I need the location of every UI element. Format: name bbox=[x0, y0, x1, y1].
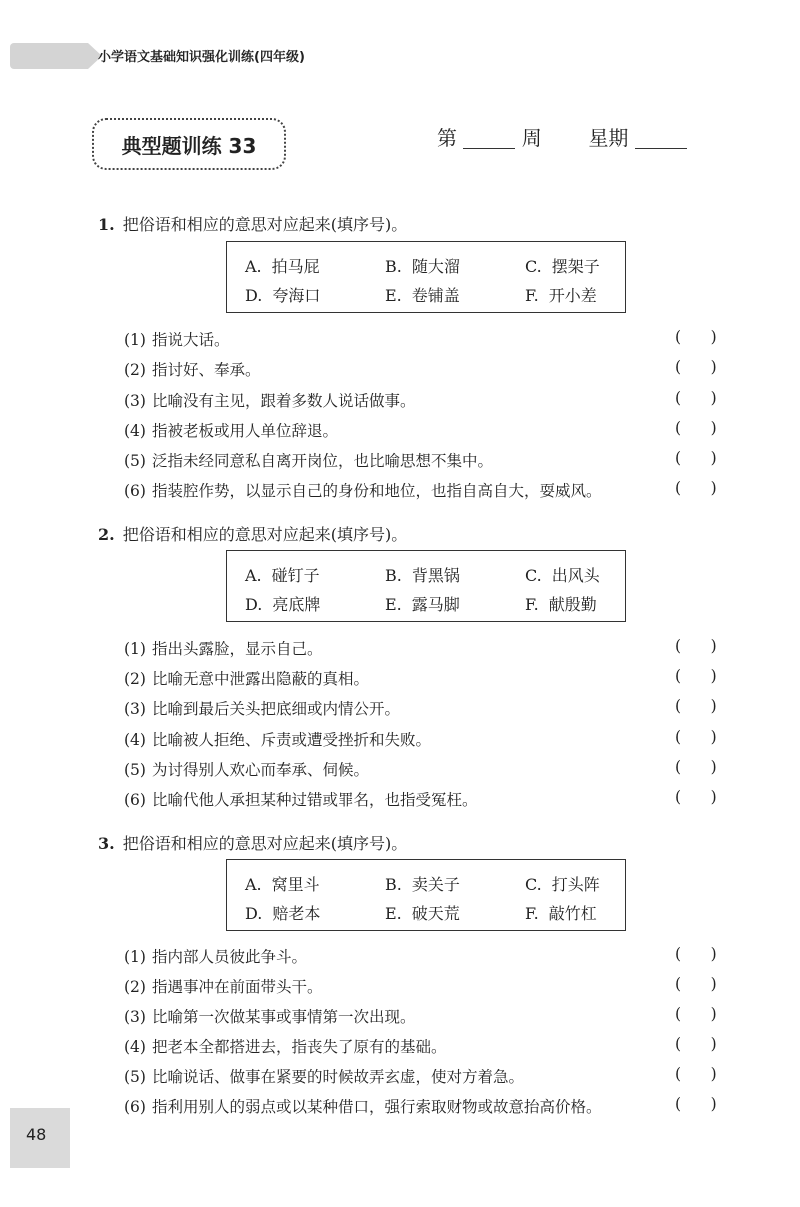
option-d: D. 夸海口 bbox=[245, 286, 321, 305]
question-1-item-3: (3) 比喻没有主见，跟着多数人说话做事。 bbox=[124, 392, 416, 410]
answer-blank[interactable]: ( ) bbox=[675, 758, 717, 776]
week-number-blank[interactable] bbox=[463, 148, 515, 149]
question-1-options-box bbox=[226, 241, 626, 313]
option-c: C. 摆架子 bbox=[525, 257, 600, 276]
question-number: 1. bbox=[98, 215, 115, 234]
answer-blank[interactable]: ( ) bbox=[675, 1035, 717, 1053]
question-2-item-2: (2) 比喻无意中泄露出隐蔽的真相。 bbox=[124, 670, 369, 688]
week-label: 周 bbox=[521, 126, 542, 150]
option-e: E. 卷铺盖 bbox=[385, 286, 460, 305]
question-2-item-5: (5) 为讨得别人欢心而奉承、伺候。 bbox=[124, 761, 369, 779]
answer-blank[interactable]: ( ) bbox=[675, 1095, 717, 1113]
answer-blank[interactable]: ( ) bbox=[675, 667, 717, 685]
question-2-heading bbox=[98, 522, 407, 545]
question-1-item-2: (2) 指讨好、奉承。 bbox=[124, 361, 261, 379]
question-1-item-4: (4) 指被老板或用人单位辞退。 bbox=[124, 422, 338, 440]
page-number: 48 bbox=[26, 1125, 47, 1144]
weekday-blank[interactable] bbox=[635, 148, 687, 149]
exercise-title: 典型题训练 33 bbox=[92, 118, 286, 170]
answer-blank[interactable]: ( ) bbox=[675, 328, 717, 346]
answer-blank[interactable]: ( ) bbox=[675, 449, 717, 467]
option-d: D. 赔老本 bbox=[245, 904, 321, 923]
option-f: F. 献殷勤 bbox=[525, 595, 597, 614]
question-3-item-4: (4) 把老本全都搭进去，指丧失了原有的基础。 bbox=[124, 1038, 447, 1056]
header-tab-decoration bbox=[10, 43, 88, 69]
option-c: C. 打头阵 bbox=[525, 875, 600, 894]
answer-blank[interactable]: ( ) bbox=[675, 389, 717, 407]
question-number: 2. bbox=[98, 525, 115, 544]
option-a: A. 碰钉子 bbox=[245, 566, 320, 585]
answer-blank[interactable]: ( ) bbox=[675, 479, 717, 497]
question-1-item-1: (1) 指说大话。 bbox=[124, 331, 230, 349]
question-2-item-3: (3) 比喻到最后关头把底细或内情公开。 bbox=[124, 700, 400, 718]
question-1-heading bbox=[98, 212, 407, 235]
question-3-options-box bbox=[226, 859, 626, 931]
option-a: A. 拍马屁 bbox=[245, 257, 320, 276]
answer-blank[interactable]: ( ) bbox=[675, 1065, 717, 1083]
question-3-item-3: (3) 比喻第一次做某事或事情第一次出现。 bbox=[124, 1008, 416, 1026]
question-2-item-1: (1) 指出头露脸，显示自己。 bbox=[124, 640, 323, 658]
question-instruction: 把俗语和相应的意思对应起来(填序号)。 bbox=[122, 215, 408, 234]
option-b: B. 背黑锅 bbox=[385, 566, 460, 585]
question-3-item-1: (1) 指内部人员彼此争斗。 bbox=[124, 948, 307, 966]
question-3-item-2: (2) 指遇事冲在前面带头干。 bbox=[124, 978, 323, 996]
question-2-item-6: (6) 比喻代他人承担某种过错或罪名，也指受冤枉。 bbox=[124, 791, 478, 809]
option-a: A. 窝里斗 bbox=[245, 875, 320, 894]
answer-blank[interactable]: ( ) bbox=[675, 637, 717, 655]
question-number: 3. bbox=[98, 834, 115, 853]
question-instruction: 把俗语和相应的意思对应起来(填序号)。 bbox=[122, 525, 408, 544]
question-3-heading bbox=[98, 831, 407, 854]
answer-blank[interactable]: ( ) bbox=[675, 358, 717, 376]
answer-blank[interactable]: ( ) bbox=[675, 945, 717, 963]
weekday-label: 星期 bbox=[588, 126, 629, 150]
week-prefix: 第 bbox=[437, 126, 457, 150]
answer-blank[interactable]: ( ) bbox=[675, 975, 717, 993]
option-e: E. 破天荒 bbox=[385, 904, 460, 923]
question-1-item-6: (6) 指装腔作势，以显示自己的身份和地位，也指自高自大，耍威风。 bbox=[124, 482, 602, 500]
question-3-item-5: (5) 比喻说话、做事在紧要的时候故弄玄虚，使对方着急。 bbox=[124, 1068, 524, 1086]
option-b: B. 随大溜 bbox=[385, 257, 460, 276]
answer-blank[interactable]: ( ) bbox=[675, 1005, 717, 1023]
question-2-item-4: (4) 比喻被人拒绝、斥责或遭受挫折和失败。 bbox=[124, 731, 431, 749]
answer-blank[interactable]: ( ) bbox=[675, 697, 717, 715]
question-3-item-6: (6) 指利用别人的弱点或以某种借口，强行索取财物或故意抬高价格。 bbox=[124, 1098, 602, 1116]
week-day-line bbox=[437, 122, 687, 151]
option-c: C. 出风头 bbox=[525, 566, 600, 585]
option-f: F. 开小差 bbox=[525, 286, 597, 305]
option-e: E. 露马脚 bbox=[385, 595, 460, 614]
book-title: 小学语文基础知识强化训练(四年级) bbox=[98, 50, 305, 65]
option-f: F. 敲竹杠 bbox=[525, 904, 597, 923]
option-d: D. 亮底牌 bbox=[245, 595, 321, 614]
question-2-options-box bbox=[226, 550, 626, 622]
answer-blank[interactable]: ( ) bbox=[675, 419, 717, 437]
answer-blank[interactable]: ( ) bbox=[675, 788, 717, 806]
question-instruction: 把俗语和相应的意思对应起来(填序号)。 bbox=[122, 834, 408, 853]
option-b: B. 卖关子 bbox=[385, 875, 460, 894]
answer-blank[interactable]: ( ) bbox=[675, 728, 717, 746]
question-1-item-5: (5) 泛指未经同意私自离开岗位，也比喻思想不集中。 bbox=[124, 452, 493, 470]
